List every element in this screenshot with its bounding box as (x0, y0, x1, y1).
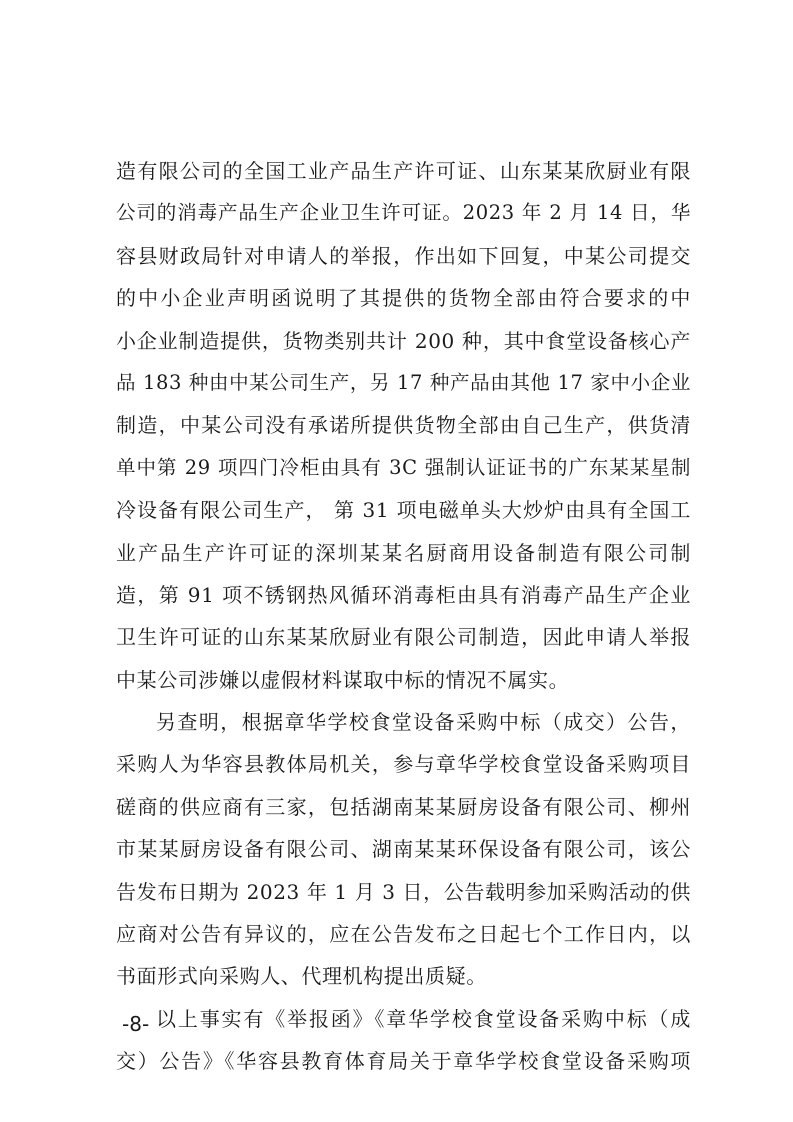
paragraph-1 (116, 150, 691, 701)
paragraph-line: 制造，中某公司没有承诺所提供货物全部由自己生产，供货清 (116, 413, 691, 438)
paragraph-line: 小企业制造提供，货物类别共计 200 种，其中食堂设备核心产 (116, 328, 691, 353)
paragraph-3 (116, 998, 691, 1083)
paragraph-line: 采购人为华容县教体局机关，参与章华学校食堂设备采购项目 (116, 752, 691, 777)
paragraph-line: 交）公告》《华容县教育体育局关于章华学校食堂设备采购项 (116, 1049, 691, 1074)
paragraph-line: 书面形式向采购人、代理机构提出质疑。 (116, 964, 487, 989)
paragraph-line: 另查明，根据章华学校食堂设备采购中标（成交）公告， (156, 710, 691, 735)
body-text (116, 150, 691, 1083)
paragraph-2 (116, 701, 691, 998)
paragraph-line: 的中小企业声明函说明了其提供的货物全部由符合要求的中 (116, 286, 691, 311)
paragraph-line: 造，第 91 项不锈钢热风循环消毒柜由具有消毒产品生产企业 (116, 582, 691, 607)
paragraph-line: 冷设备有限公司生产， 第 31 项电磁单头大炒炉由具有全国工 (116, 498, 691, 523)
paragraph-line: 市某某厨房设备有限公司、湖南某某环保设备有限公司，该公 (116, 837, 691, 862)
paragraph-line: 容县财政局针对申请人的举报，作出如下回复，中某公司提交 (116, 243, 691, 268)
paragraph-line: 以上事实有《举报函》《章华学校食堂设备采购中标（成 (156, 1006, 691, 1031)
paragraph-line: 公司的消毒产品生产企业卫生许可证。2023 年 2 月 14 日，华 (116, 201, 691, 225)
paragraph-line: 告发布日期为 2023 年 1 月 3 日，公告载明参加采购活动的供 (116, 879, 691, 904)
page-number: -8- (122, 1012, 150, 1036)
paragraph-line: 应商对公告有异议的，应在公告发布之日起七个工作日内，以 (116, 922, 691, 947)
paragraph-line: 卫生许可证的山东某某欣厨业有限公司制造，因此申请人举报 (116, 625, 691, 650)
paragraph-line: 中某公司涉嫌以虚假材料谋取中标的情况不属实。 (116, 667, 570, 692)
paragraph-line: 磋商的供应商有三家，包括湖南某某厨房设备有限公司、柳州 (116, 794, 691, 819)
paragraph-line: 造有限公司的全国工业产品生产许可证、山东某某欣厨业有限 (116, 159, 691, 183)
paragraph-line: 业产品生产许可证的深圳某某名厨商用设备制造有限公司制 (116, 540, 691, 565)
paragraph-line: 单中第 29 项四门冷柜由具有 3C 强制认证证书的广东某某星制 (116, 455, 691, 479)
paragraph-line: 品 183 种由中某公司生产，另 17 种产品由其他 17 家中小企业 (116, 370, 691, 394)
